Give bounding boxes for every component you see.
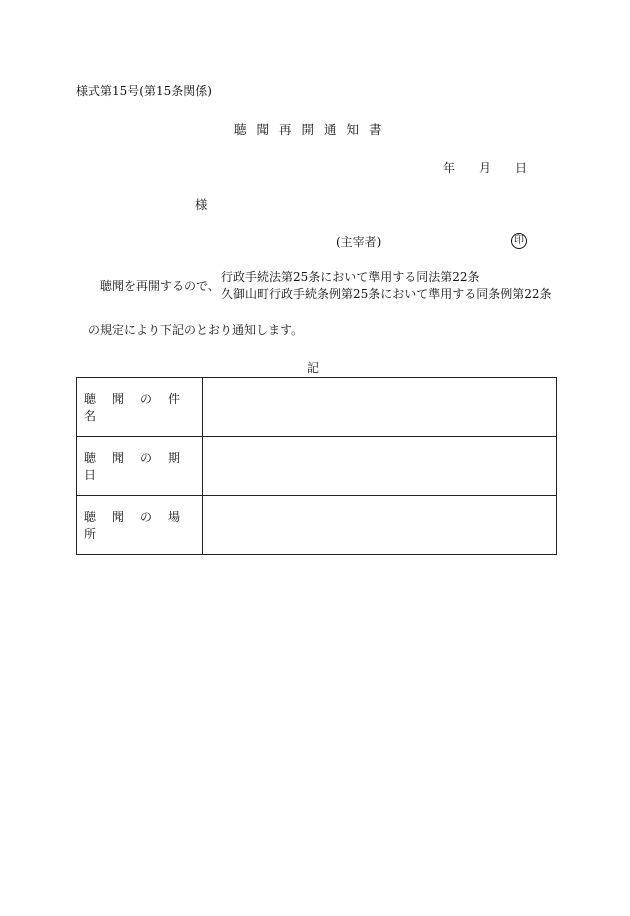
- legal-basis-line: 久御山町行政手続条例第25条において準用する同条例第22条: [221, 287, 552, 301]
- date-line: [443, 162, 527, 174]
- row-label-cell: [77, 496, 203, 555]
- sender-role: (主宰者): [336, 235, 382, 249]
- row-label: 聴聞の場所: [84, 510, 197, 541]
- ki-heading: 記: [307, 361, 320, 375]
- seal-icon: 印: [511, 233, 527, 249]
- row-value-cell: [203, 437, 557, 496]
- row-label-cell: [77, 378, 203, 437]
- form-number: 様式第15号(第15条関係): [76, 84, 212, 98]
- row-value-cell: [203, 496, 557, 555]
- addressee-honorific: 様: [195, 197, 208, 212]
- row-label: 聴聞の件名: [84, 392, 197, 423]
- row-label-cell: [77, 437, 203, 496]
- date-month-label: 月: [479, 161, 492, 175]
- details-table: [76, 377, 557, 555]
- body-lead-text: 聴聞を再開するので、: [100, 279, 220, 293]
- table-row: [77, 496, 557, 555]
- body-tail-text: の規定により下記のとおり通知します。: [88, 323, 304, 337]
- row-value-cell: [203, 378, 557, 437]
- date-day-label: 日: [515, 161, 528, 175]
- row-label: 聴聞の期日: [84, 451, 197, 482]
- document-title: 聴聞再開通知書: [234, 122, 392, 137]
- legal-basis-line: 行政手続法第25条において準用する同法第22条: [221, 270, 480, 284]
- table-row: [77, 437, 557, 496]
- table-row: [77, 378, 557, 437]
- date-year-label: 年: [443, 161, 456, 175]
